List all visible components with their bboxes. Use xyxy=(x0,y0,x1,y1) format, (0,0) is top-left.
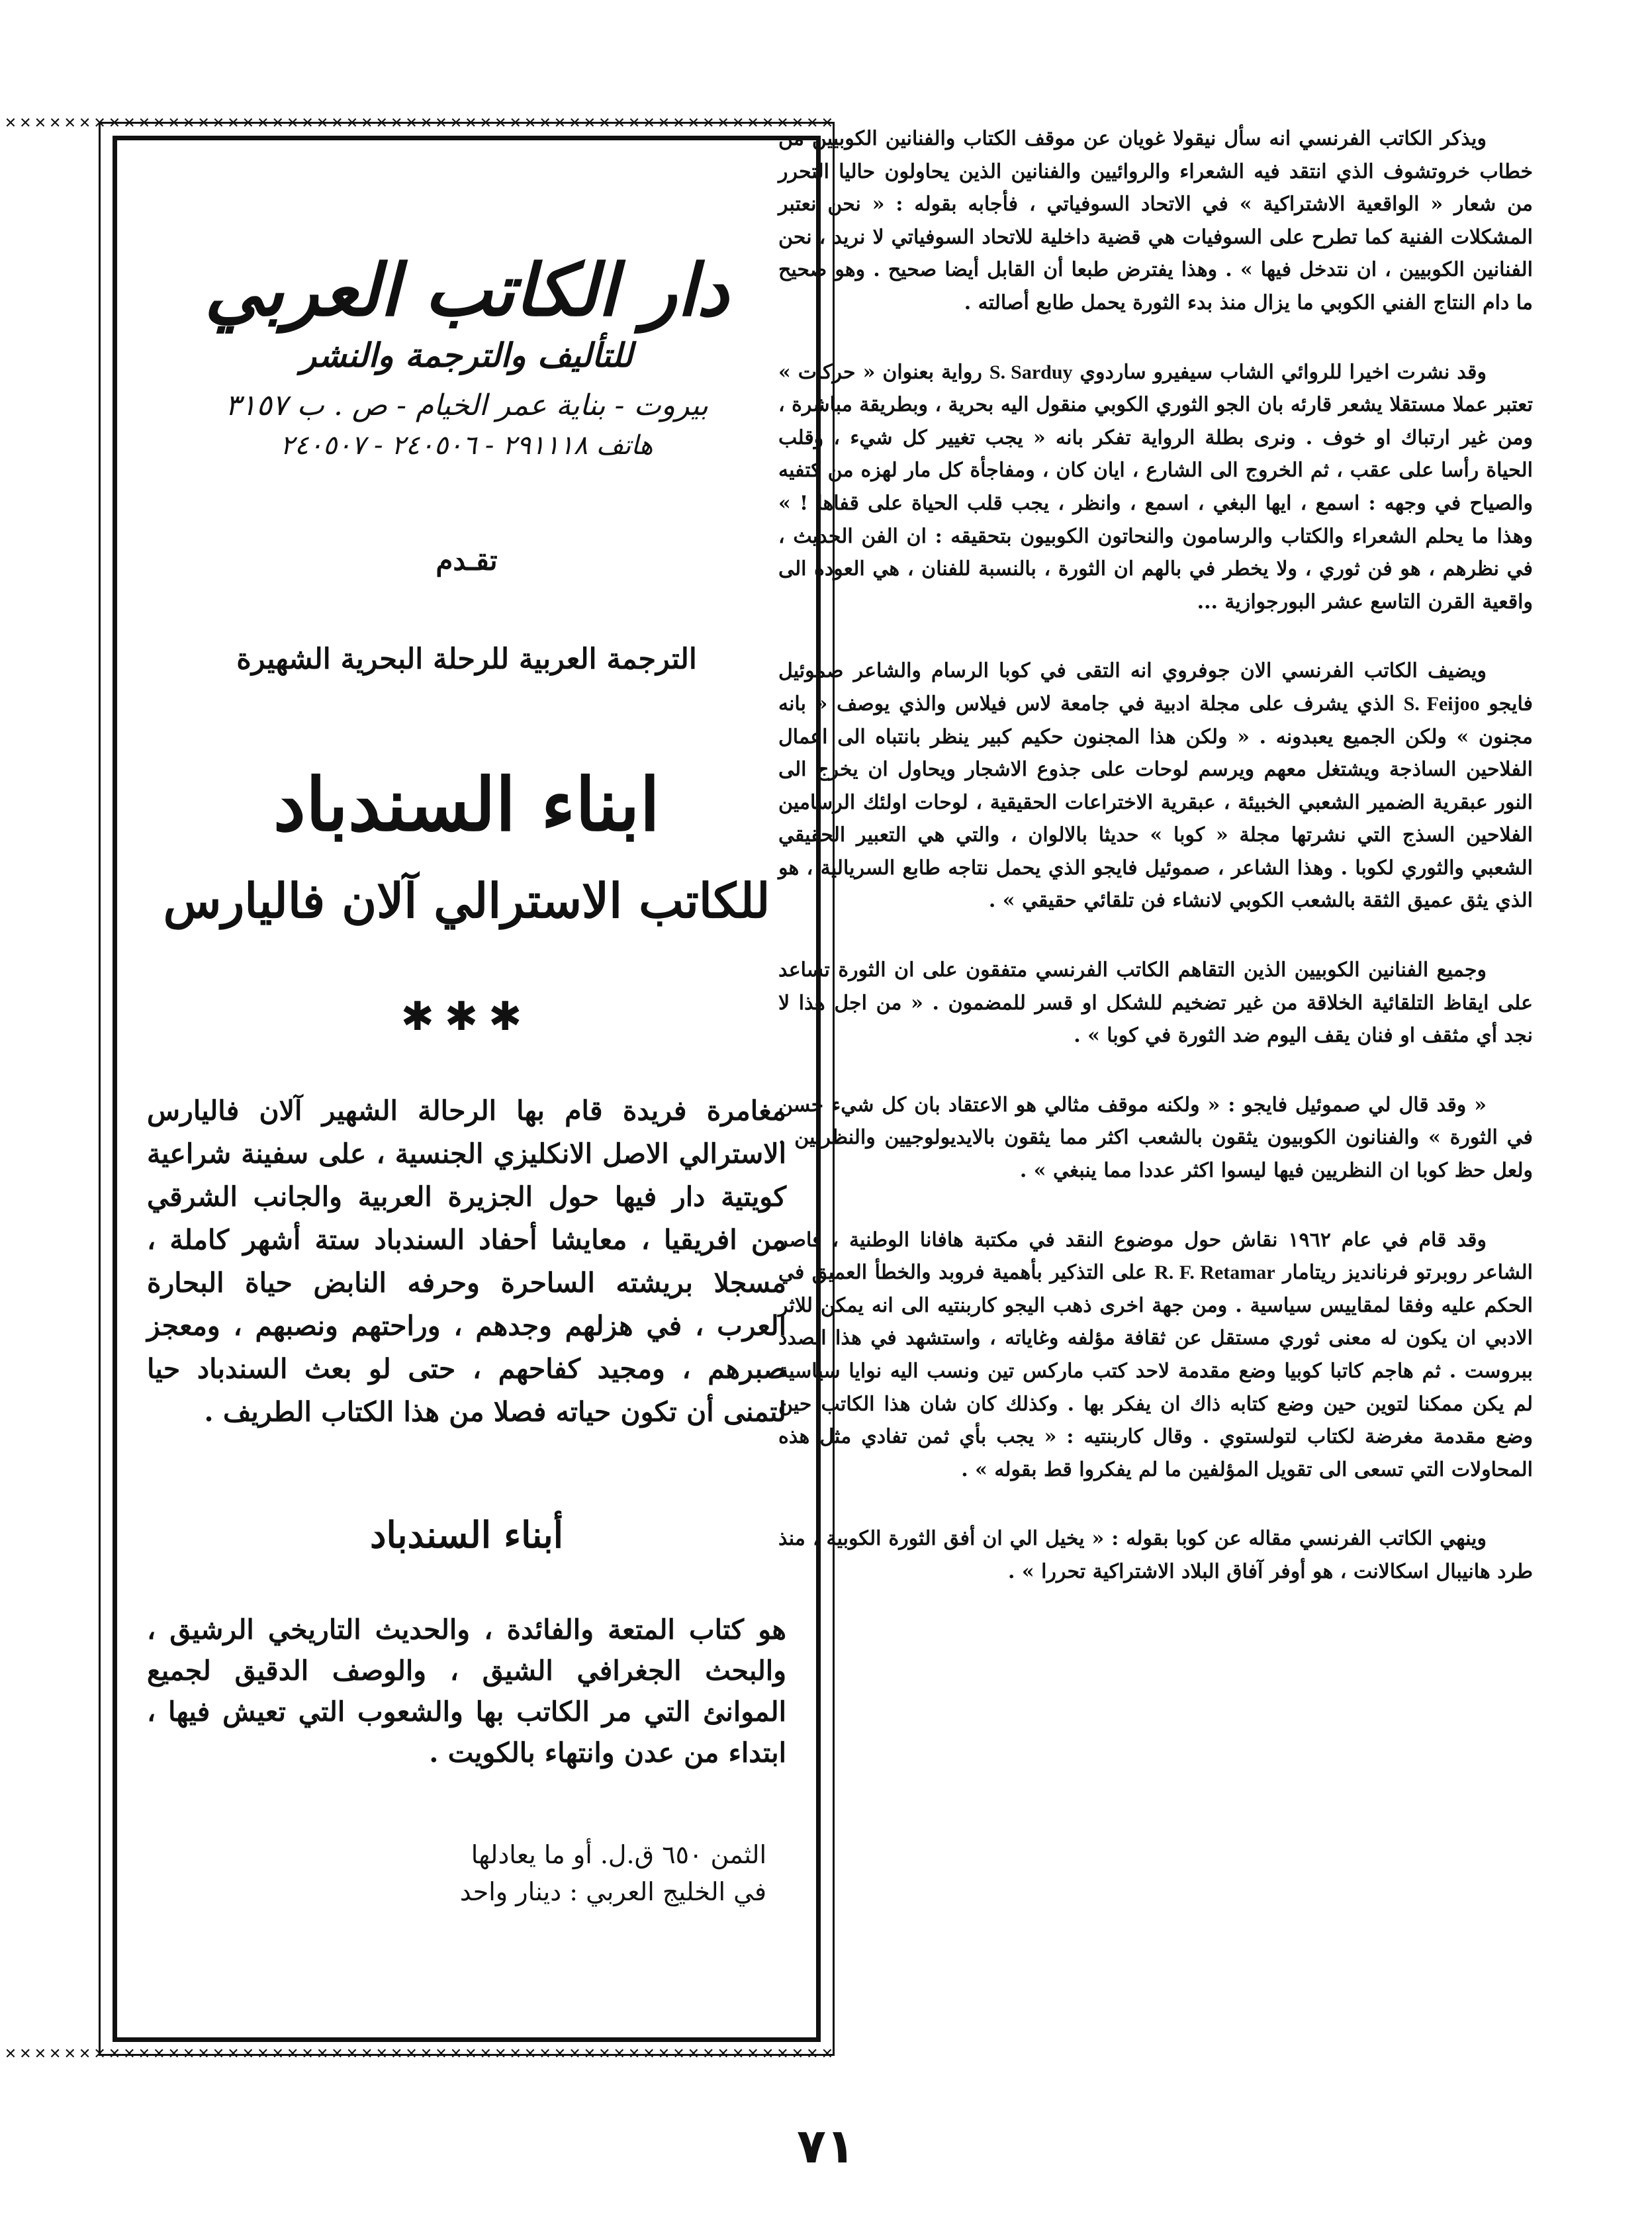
paragraph-text: وينهي الكاتب الفرنسي مقاله عن كوبا بقوله : « يخيل الي ان أفق الثورة الكوبية ، منذ طرد هانيبال اسكالانت ، هو أوفر آفاق البلاد الاشتراكية تحررا » . xyxy=(778,1527,1533,1583)
article-paragraph xyxy=(778,1089,1533,1187)
price-line-lebanon: الثمن ٦٥٠ ق.ل. أو ما يعادلها xyxy=(471,1840,766,1869)
paragraph-text: رواية بعنوان « حركات » تعتبر عملا مستقلا يشعر قارئه بان الجو الثوري الكوبي منقول اليه بحرية ، وبطريقة مباشرة ، ومن غير ارتباك او خوف . ونرى بطلة الرواية تفكر بانه « يجب تغيير كل شيء ، وقلب الحياة رأسا على عقب ، ثم الخروج الى الشارع ، ايان كان ، ومفاجأة كل مار لهزه من كتفيه والصياح في وجهه : اسمع ، ايها البغي ، اسمع ، وانظر ، يجب قلب الحياة على قفاها ! » وهذا ما يحلم الشعراء والكتاب والرسامون والنحاتون الكوبيون بتحقيقه : ان الفن الحديث ، في نظرهم ، هو فن ثوري ، ولا يخطر في بالهم ان الثورة ، بالنسبة للفنان ، هي العودة الى واقعية القرن التاسع عشر البورجوازية ... xyxy=(778,360,1533,614)
section-body: هو كتاب المتعة والفائدة ، والحديث التاريخي الرشيق ، والبحث الجغرافي الشيق ، والوصف الدقيق لجميع الموانئ التي مر الكاتب بها والشعوب التي تعيش فيها ، ابتداء من عدن وانتهاء بالكويت . xyxy=(147,1614,786,1769)
price-line-gulf: في الخليج العربي : دينار واحد xyxy=(459,1877,766,1906)
article-paragraph xyxy=(778,356,1533,619)
publisher-name: دار الكاتب العربي xyxy=(205,249,729,332)
paragraph-text: وجميع الفنانين الكوبيين الذين التقاهم الكاتب الفرنسي متفقون على ان الثورة تساعد على ايقاظ التلقائية الخلاقة من غير تضخيم للشكل او قسر للمضمون . « من اجل هذا لا نجد أي مثقف او فنان يقف اليوم ضد الثورة في كوبا » . xyxy=(778,958,1533,1048)
article-column xyxy=(778,122,1533,1625)
paragraph-text: « وقد قال لي صموئيل فايجو : « ولكنه موقف مثالي هو الاعتقاد بان كل شيء حسن في الثورة » والفنانون الكوبيون يثقون بالشعب اكثر مما يثقون بالايديولوجيين والنظريين . ولعل حظ كوبا ان النظريين فيها ليسوا اكثر عددا مما ينبغي » . xyxy=(778,1093,1533,1183)
latin-name: R. F. Retamar xyxy=(1154,1262,1275,1284)
price-block xyxy=(117,1836,786,1910)
article-paragraph xyxy=(778,655,1533,917)
publisher-address: بيروت - بناية عمر الخيام - ص . ب ٣١٥٧ xyxy=(225,389,708,422)
book-subtitle: الترجمة العربية للرحلة البحرية الشهيرة xyxy=(236,643,697,676)
paragraph-text: وقد نشرت اخيرا للروائي الشاب سيفيرو ساردوي xyxy=(1072,360,1487,384)
paragraph-text: على التذكير بأهمية فروبد والخطأ العميق في الحكم عليه وفقا لمقاييس سياسية . ومن جهة اخرى ذهب اليجو كاربنتيه الى انه يمكن للاثر الادبي ان يكون له معنى ثوري مستقل عن ثقافة مؤلفه وغاياته ، واستشهد في هذا الصدد ببروست . ثم هاجم كاتبا كوبيا وضع مقدمة لاحد كتب ماركس تين ونسب اليه نوايا سياسية لم يكن ممكنا لتوين حين وضع كتابه ذاك ان يفكر بها . وكذلك كان شان هذا الكاتب حين وضع مقدمة مغرضة لكتاب لتولستوي . وقال كاربنتيه : « يجب بأي ثمن تفادي مثل هذه المحاولات التي تسعى الى تقويل المؤلفين ما لم يفكروا قط بقوله » . xyxy=(778,1261,1533,1481)
section-heading: أبناء السندباد xyxy=(369,1513,564,1556)
publisher-tagline: للتأليف والترجمة والنشر xyxy=(300,336,633,375)
latin-name: S. Sarduy xyxy=(989,361,1073,383)
presents-label: تقـدم xyxy=(436,544,498,577)
article-paragraph xyxy=(778,1224,1533,1487)
stars-divider: ✱✱✱ xyxy=(400,994,533,1040)
page-number: ٧١ xyxy=(797,2118,855,2174)
article-paragraph xyxy=(778,122,1533,320)
latin-name: S. Feijoo xyxy=(1403,692,1480,715)
book-title: ابناء السندباد xyxy=(273,762,661,847)
paragraph-text: الذي يشرف على مجلة ادبية في جامعة لاس فيلاس والذي يوصف « بانه مجنون » ولكن الجميع يعبدونه . « ولكن هذا المجنون حكيم كبير ينظر بانتباه الى اعمال الفلاحين الساذجة ويشتغل معهم ويرسم لوحات على جذوع الاشجار ويحاول ان يخرج الى النور عبقرية الضمير الشعبي الخبيئة ، عبقرية الاختراعات الحقيقية ، لوحات اولئك الرسامين الفلاحين السذج التي نشرتها مجلة « كوبا » حديثا بالالوان ، والتي هي التعبير الحقيقي الشعبي والثوري لكوبا . وهذا الشاعر ، صموئيل فايجو الذي يحمل نتاجه طابع السريالية ، هو الذي يثق عميق الثقة بالشعب الكوبي لانشاء فن تلقائي حقيقي » . xyxy=(778,692,1533,913)
paragraph-text: وقد قام في عام ١٩٦٢ نقاش حول موضوع النقد في مكتبة هافانا الوطنية ، فاصر الشاعر روبرتو فرنانديز ريتامار xyxy=(778,1228,1533,1285)
decorative-border-top: ✕✕✕✕✕✕✕✕✕✕✕✕✕✕✕✕✕✕✕✕✕✕✕✕✕✕✕✕✕✕✕✕✕✕✕✕✕✕✕✕✕✕✕✕✕✕✕✕✕✕✕✕✕✕✕✕ xyxy=(4,115,836,132)
advertisement-box xyxy=(4,115,836,2062)
decorative-border-bottom: ✕✕✕✕✕✕✕✕✕✕✕✕✕✕✕✕✕✕✕✕✕✕✕✕✕✕✕✕✕✕✕✕✕✕✕✕✕✕✕✕✕✕✕✕✕✕✕✕✕✕✕✕✕✕✕✕ xyxy=(4,2046,836,2062)
paragraph-text: ويضيف الكاتب الفرنسي الان جوفروي انه التقى في كوبا الرسام والشاعر صموئيل فايجو xyxy=(778,659,1533,716)
paragraph-text: ويذكر الكاتب الفرنسي انه سأل نيقولا غويان عن موقف الكتاب والفنانين الكوبيين من خطاب خروتشوف الذي انتقد فيه الشعراء والروائيين والفنانين الذين يحاولون حاليا التحرر من شعار « الواقعية الاشتراكية » في الاتحاد السوفياتي ، فأجابه بقوله : « نحن نعتبر المشكلات الفنية كما تطرح على السوفيات هي قضية داخلية للاتحاد السوفياتي لا نريد ، نحن الفنانين الكوبيين ، ان نتدخل فيها » . وهذا يفترض طبعا أن القابل أيضا صحيح . وهو صحيح ما دام النتاج الفني الكوبي ما يزال منذ بدء الثورة يحمل طابع أصالته . xyxy=(778,127,1533,314)
book-description: مغامرة فريدة قام بها الرحالة الشهير آلان فاليارس الاسترالي الاصل الانكليزي الجنسية ، على سفينة شراعية كويتية دار فيها حول الجزيرة العربية والجانب الشرقي من افريقيا ، معايشا أحفاد السندباد ستة أشهر كاملة ، مسجلا بريشته الساحرة وحرفه النابض حياة البحارة العرب ، في هزلهم وجدهم ، وراحتهم ونصبهم ، ومعجز صبرهم ، ومجيد كفاحهم ، حتى لو بعث السندباد حيا لتمنى أن تكون حياته فصلا من هذا الكتاب الطريف . xyxy=(147,1095,786,1428)
publisher-phone: هاتف ٢٩١١١٨ - ٢٤٠٥٠٦ - ٢٤٠٥٠٧ xyxy=(280,430,653,461)
article-paragraph xyxy=(778,1522,1533,1588)
article-paragraph xyxy=(778,954,1533,1052)
book-author: للكاتب الاسترالي آلان فاليارس xyxy=(163,872,770,929)
